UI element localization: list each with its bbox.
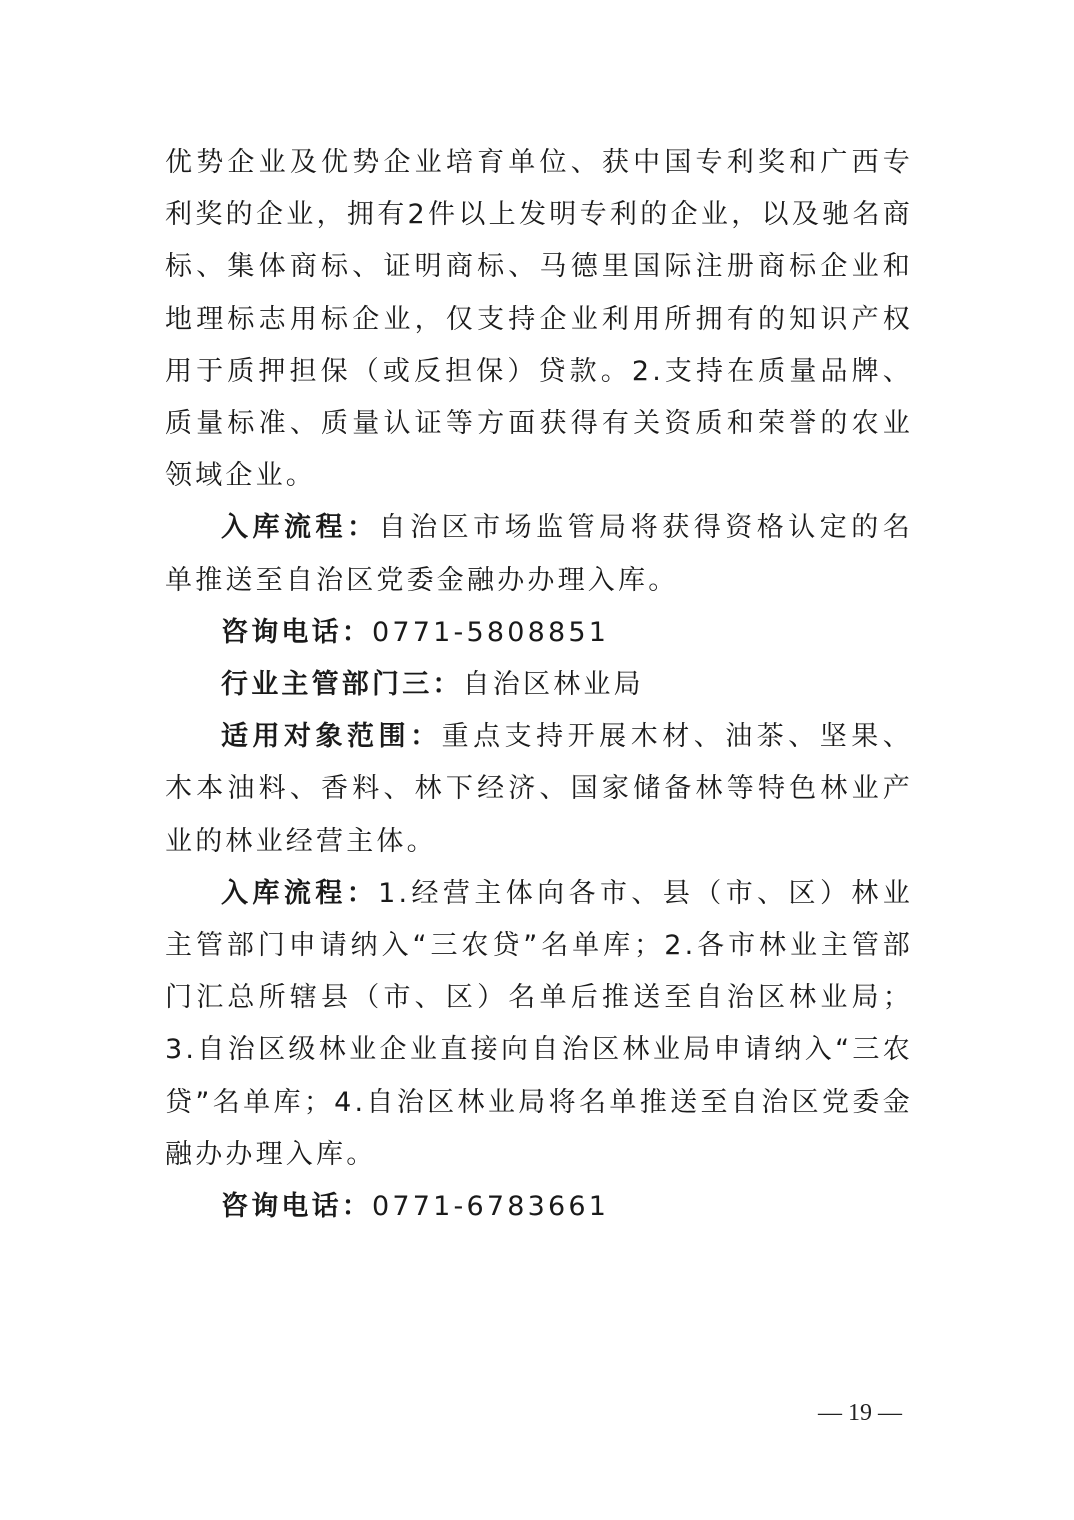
department-paragraph	[165, 659, 913, 711]
phone-paragraph	[165, 607, 913, 659]
scope-paragraph	[165, 711, 913, 868]
page-number: — 19 —	[818, 1400, 902, 1426]
continuation-paragraph	[165, 137, 913, 502]
phone-paragraph	[165, 1181, 913, 1233]
storage-process-paragraph	[165, 502, 913, 606]
paragraph-text: 自治区市场监管局将获得资格认定的名单推送至自治区党委金融办办理入库。	[165, 512, 914, 596]
paragraph-label: 适用对象范围：	[221, 721, 442, 753]
paragraph-text: 重点支持开展木材、油茶、坚果、木本油料、香料、林下经济、国家储备林等特色林业产业的林业经营主体。	[165, 721, 914, 857]
paragraph-text: 优势企业及优势企业培育单位、获中国专利奖和广西专利奖的企业，拥有2件以上发明专利的企业，以及驰名商标、集体商标、证明商标、马德里国际注册商标企业和地理标志用标企业，仅支持企业利用所拥有的知识产权用于质押担保（或反担保）贷款。2.支持在质量品牌、质量标准、质量认证等方面获得有关资质和荣誉的农业领域企业。	[165, 147, 913, 492]
department-name: 自治区林业局	[462, 669, 644, 701]
phone-number: 0771-5808851	[372, 616, 610, 648]
phone-number: 0771-6783661	[372, 1191, 610, 1223]
paragraph-text: 1.经营主体向各市、县（市、区）林业主管部门申请纳入“三农贷”名单库；2.各市林业主管部门汇总所辖县（市、区）名单后推送至自治区林业局；3.自治区级林业企业直接向自治区林业局申请纳入“三农贷”名单库；4.自治区林业局将名单推送至自治区党委金融办办理入库。	[165, 877, 913, 1170]
paragraph-label: 行业主管部门三：	[221, 669, 463, 701]
paragraph-label: 入库流程：	[221, 877, 379, 909]
storage-process-paragraph	[165, 868, 913, 1181]
body-text	[165, 137, 913, 1233]
paragraph-label: 咨询电话：	[221, 616, 372, 648]
paragraph-label: 入库流程：	[221, 512, 379, 544]
paragraph-label: 咨询电话：	[221, 1191, 372, 1223]
